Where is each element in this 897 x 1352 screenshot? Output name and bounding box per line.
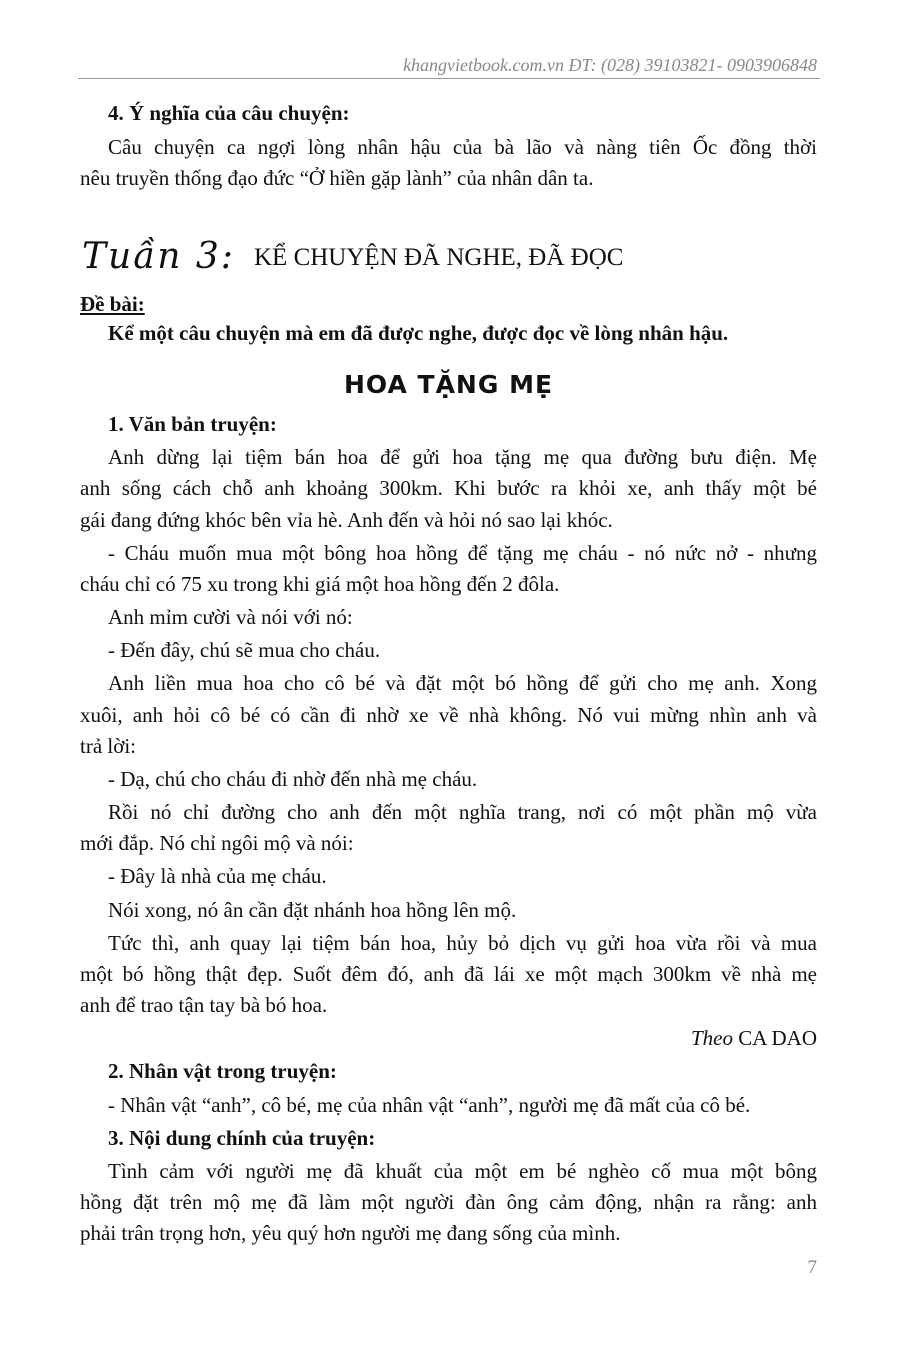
text-line: - Dạ, chú cho cháu đi nhờ đến nhà mẹ cháu. [108, 767, 478, 791]
text-line: cháu chỉ có 75 xu trong khi giá một hoa hồng đến 2 đôla. [80, 572, 560, 596]
source-prefix: Theo [690, 1026, 733, 1050]
story-title: HOA TẶNG MẸ [343, 370, 554, 399]
text-line: nêu truyền thống đạo đức “Ở hiền gặp lành” của nhân dân ta. [80, 166, 594, 190]
text-line: - Nhân vật “anh”, cô bé, mẹ của nhân vật “anh”, người mẹ đã mất của cô bé. [108, 1093, 751, 1117]
text-line: Tức thì, anh quay lại tiệm bán hoa, hủy bỏ dịch vụ gửi hoa vừa rồi và mua [108, 931, 817, 955]
text-line: Anh mỉm cười và nói với nó: [108, 605, 353, 629]
text-line: Anh dừng lại tiệm bán hoa để gửi hoa tặng mẹ qua đường bưu điện. Mẹ [108, 445, 817, 469]
text-line: xuôi, anh hỏi cô bé có cần đi nhờ xe về nhà không. Nó vui mừng nhìn anh và [80, 703, 817, 727]
prompt: Kể một câu chuyện mà em đã được nghe, được đọc về lòng nhân hậu. [108, 321, 729, 345]
text-line: Câu chuyện ca ngợi lòng nhân hậu của bà lão và nàng tiên Ốc đồng thời [108, 135, 817, 159]
text-line: mới đắp. Nó chỉ ngôi mộ và nói: [80, 831, 354, 855]
text-line: trả lời: [80, 734, 137, 758]
text-line: anh sống cách chỗ anh khoảng 300km. Khi bước ra khỏi xe, anh thấy một bé [80, 476, 817, 500]
story-source [691, 1025, 817, 1051]
text-line: Rồi nó chỉ đường cho anh đến một nghĩa trang, nơi có một phần mộ vừa [108, 800, 817, 824]
page-number: 7 [807, 1257, 817, 1278]
section-heading: 2. Nhân vật trong truyện: [108, 1059, 337, 1083]
week-title: KỂ CHUYỆN ĐÃ NGHE, ĐÃ ĐỌC [254, 244, 624, 271]
de-bai-label: Đề bài: [80, 292, 145, 316]
week-label: Tuần 3: [82, 236, 235, 277]
header-rule [78, 78, 820, 79]
text-line: anh để trao tận tay bà bó hoa. [80, 993, 328, 1017]
text-line: gái đang đứng khóc bên vỉa hè. Anh đến và hỏi nó sao lại khóc. [80, 508, 613, 532]
text-line: - Cháu muốn mua một bông hoa hồng để tặng mẹ cháu - nó nức nở - nhưng [108, 541, 817, 565]
text-line: một bó hồng thật đẹp. Suốt đêm đó, anh đã lái xe một mạch 300km về nhà mẹ [80, 962, 817, 986]
text-line: hồng đặt trên mộ mẹ đã làm một người đàn ông cảm động, nhận ra rằng: anh [80, 1190, 817, 1214]
text-line: Anh liền mua hoa cho cô bé và đặt một bó hồng để gửi cho mẹ anh. Xong [108, 671, 817, 695]
text-line: Tình cảm với người mẹ đã khuất của một em bé nghèo cố mua một bông [108, 1159, 817, 1183]
running-header: khangvietbook.com.vn ĐT: (028) 39103821- 0903906848 [403, 55, 817, 75]
source-name: CA DAO [738, 1026, 817, 1050]
section-heading: 1. Văn bản truyện: [108, 412, 277, 436]
text-line: phải trân trọng hơn, yêu quý hơn người mẹ đang sống của mình. [80, 1221, 621, 1245]
section-heading: 3. Nội dung chính của truyện: [108, 1126, 376, 1150]
text-line: - Đây là nhà của mẹ cháu. [108, 864, 327, 888]
text-line: - Đến đây, chú sẽ mua cho cháu. [108, 638, 381, 662]
section-heading: 4. Ý nghĩa của câu chuyện: [108, 101, 350, 125]
text-line: Nói xong, nó ân cần đặt nhánh hoa hồng lên mộ. [108, 898, 517, 922]
